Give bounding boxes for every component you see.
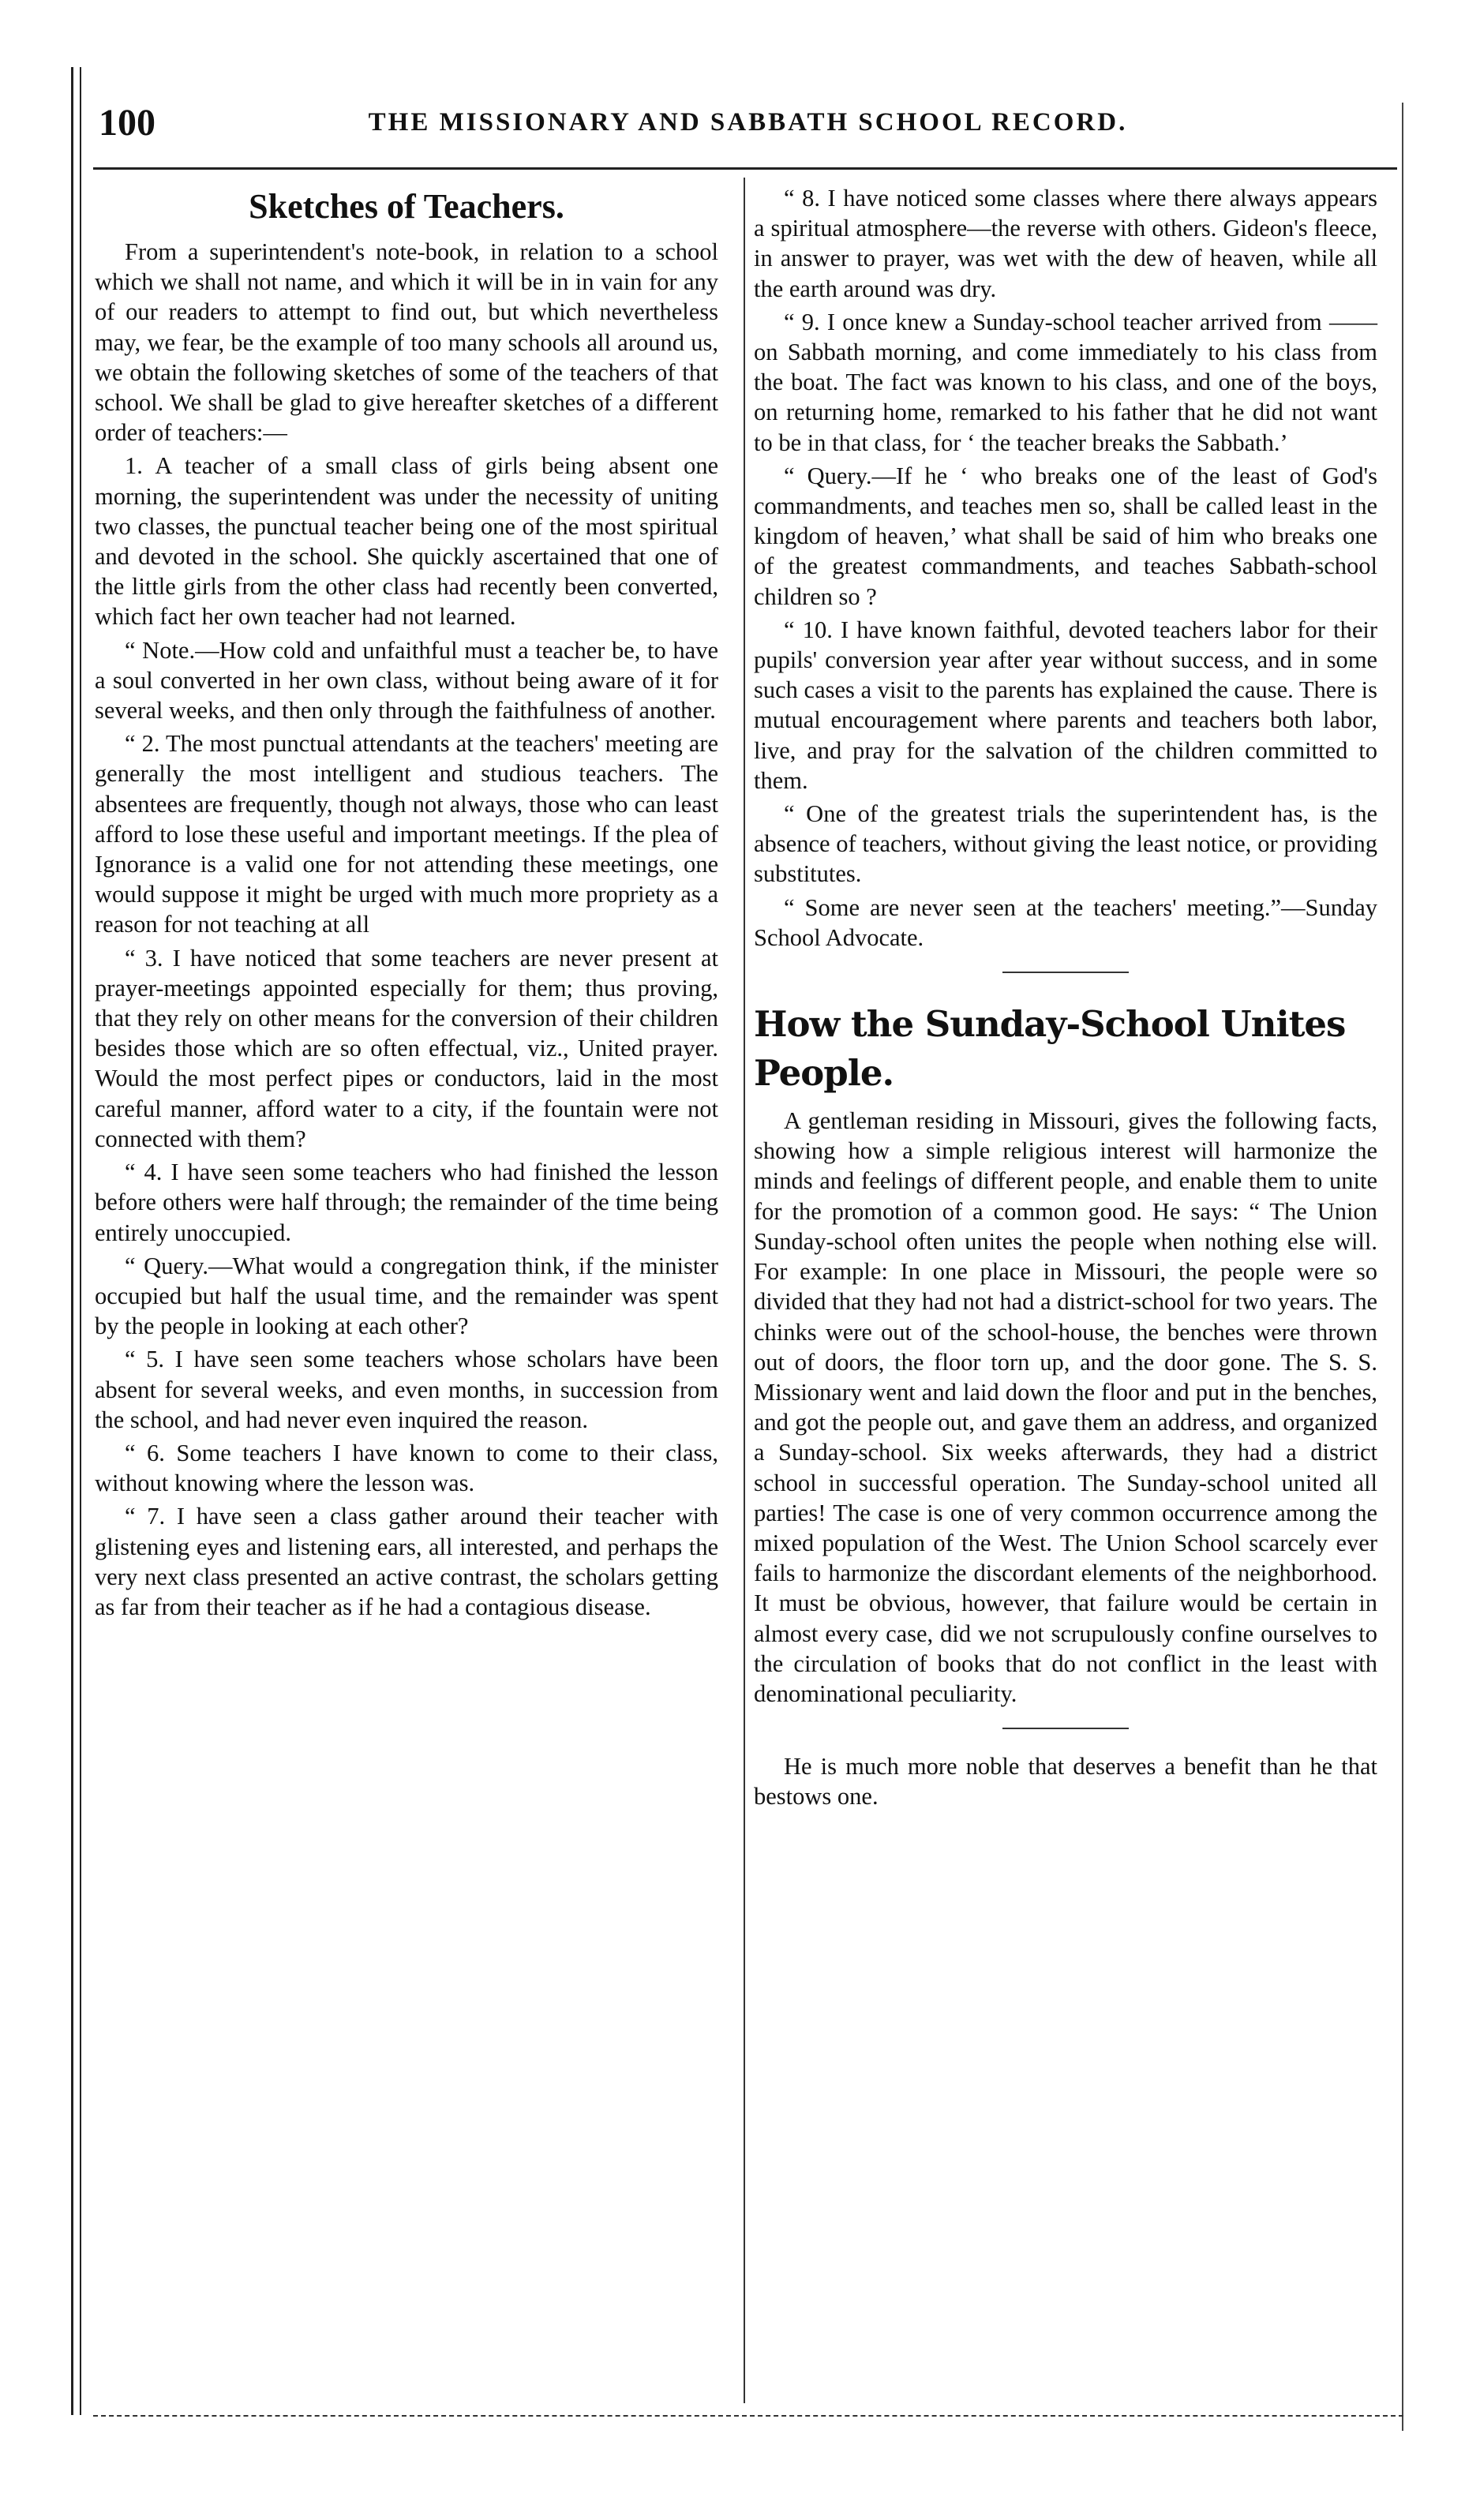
page-header	[99, 95, 1397, 150]
article-title: How the Sunday-School Unites People.	[754, 1003, 1346, 1095]
closing-quote: He is much more noble that deserves a benefit than he that bestows one.	[754, 1753, 1377, 1810]
article-title: Sketches of Teachers.	[249, 187, 564, 226]
paragraph: “ Some are never seen at the teachers' meeting.”—Sunday School Advocate.	[754, 893, 1377, 951]
page-border-left	[71, 67, 81, 2415]
paragraph: “ One of the greatest trials the superintendent has, is the absence of teachers, without giving the least notice, or providing substitutes.	[754, 800, 1377, 888]
page-number: 100	[99, 101, 155, 144]
paragraph: 1. A teacher of a small class of girls being absent one morning, the superintendent was under the necessity of uniting two classes, the punctual teacher being one of the most spiritual and devoted in the school. She quickly ascertained that one of the little girls from the other class had recently been converted, which fact her own teacher had not learned.	[95, 452, 718, 631]
paragraph: “ Query.—What would a congregation think, if the minister occupied but half the usual time, and the remainder was spent by the people in looking at each other?	[95, 1252, 718, 1340]
paragraph: “ Query.—If he ‘ who breaks one of the least of God's commandments, and teaches men so, shall be called least in the kingdom of heaven,’ what shall be said of him who breaks one of the greatest commandments, and teaches Sabbath-school children so ?	[754, 462, 1377, 610]
footer-rule	[93, 2415, 1403, 2417]
header-rule	[93, 167, 1397, 170]
right-column	[754, 183, 1377, 1815]
paragraph: “ Note.—How cold and unfaithful must a teacher be, to have a soul converted in her own class, without being aware of it for several weeks, and then only through the faithfulness of another.	[95, 636, 718, 725]
paragraph: “ 2. The most punctual attendants at the teachers' meeting are generally the most intelligent and studious teachers. The absentees are frequently, though not always, those who can least afford to lose these useful and important meetings. If the plea of Ignorance is a valid one for not attending these meetings, one would suppose it might be urged with much more propriety as a reason for not teaching at all	[95, 730, 718, 938]
section-divider	[1002, 972, 1129, 973]
section-divider	[1002, 1728, 1129, 1729]
paragraph: “ 4. I have seen some teachers who had finished the lesson before others were half through; the remainder of the time being entirely unoccupied.	[95, 1159, 718, 1246]
paragraph: “ 10. I have known faithful, devoted teachers labor for their pupils' conversion year after year without success, and in some such cases a visit to the parents has explained the cause. There is mutual encouragement where parents and teachers both labor, live, and pray for the salvation of the children committed to them.	[754, 616, 1377, 794]
paragraph: “ 6. Some teachers I have known to come to their class, without knowing where the lesson was.	[95, 1439, 718, 1497]
paragraph: “ 3. I have noticed that some teachers are never present at prayer-meetings appointed especially for them; thus proving, that they rely on other means for the conversion of their children besides those which are so often effectual, viz., United prayer. Would the most perfect pipes or conductors, laid in the most careful manner, afford water to a city, if the fountain were not connected with them?	[95, 944, 718, 1152]
page-border-right	[1399, 103, 1403, 2431]
paragraph: “ 9. I once knew a Sunday-school teacher arrived from —— on Sabbath morning, and come immediately to his class from the boat. The fact was known to his class, and one of the boys, on returning home, remarked to his father that he did not want to be in that class, for ‘ the teacher breaks the Sabbath.’	[754, 308, 1377, 456]
paragraph: “ 5. I have seen some teachers whose scholars have been absent for several weeks, and even months, in succession from the school, and had never even inquired the reason.	[95, 1346, 718, 1433]
paragraph: A gentleman residing in Missouri, gives the following facts, showing how a simple religious interest will harmonize the minds and feelings of different people, and enable them to unite for the promotion of a common good. He says: “ The Union Sunday-school often unites the people when nothing else will. For example: In one place in Missouri, the people were so divided that they had not had a district-school for two years. The chinks were out of the school-house, the benches were thrown out of doors, the floor torn up, and the door gone. The S. S. Missionary went and laid down the floor and put in the benches, and got the people out, and gave them an address, and organized a Sunday-school. Six weeks afterwards, they had a district school in successful operation. The Sunday-school united all parties! The case is one of very common occurrence among the mixed population of the West. The Union School scarcely ever fails to harmonize the discordant elements of the neighborhood. It must be obvious, however, that failure would be certain in almost every case, did we not scrupulously confine ourselves to the circulation of books that do not conflict in the least with denominational peculiarity.	[754, 1107, 1377, 1707]
paragraph: “ 7. I have seen a class gather around their teacher with glistening eyes and listening ears, all interested, and perhaps the very next class presented an active contrast, the scholars getting as far from their teacher as if he had a contagious disease.	[95, 1503, 718, 1620]
column-rule	[744, 178, 745, 2403]
running-title: THE MISSIONARY AND SABBATH SCHOOL RECORD.	[368, 107, 1128, 137]
left-column	[95, 183, 718, 1625]
paragraph: “ 8. I have noticed some classes where there always appears a spiritual atmosphere—the reverse with others. Gideon's fleece, in answer to prayer, was wet with the dew of heaven, while all the earth around was dry.	[754, 185, 1377, 302]
paragraph: From a superintendent's note-book, in relation to a school which we shall not name, and which it will be in in vain for any of our readers to attempt to find out, but which nevertheless may, we fear, be the example of too many schools all around us, we obtain the following sketches of some of the teachers of that school. We shall be glad to give hereafter sketches of a different order of teachers:—	[95, 238, 718, 447]
